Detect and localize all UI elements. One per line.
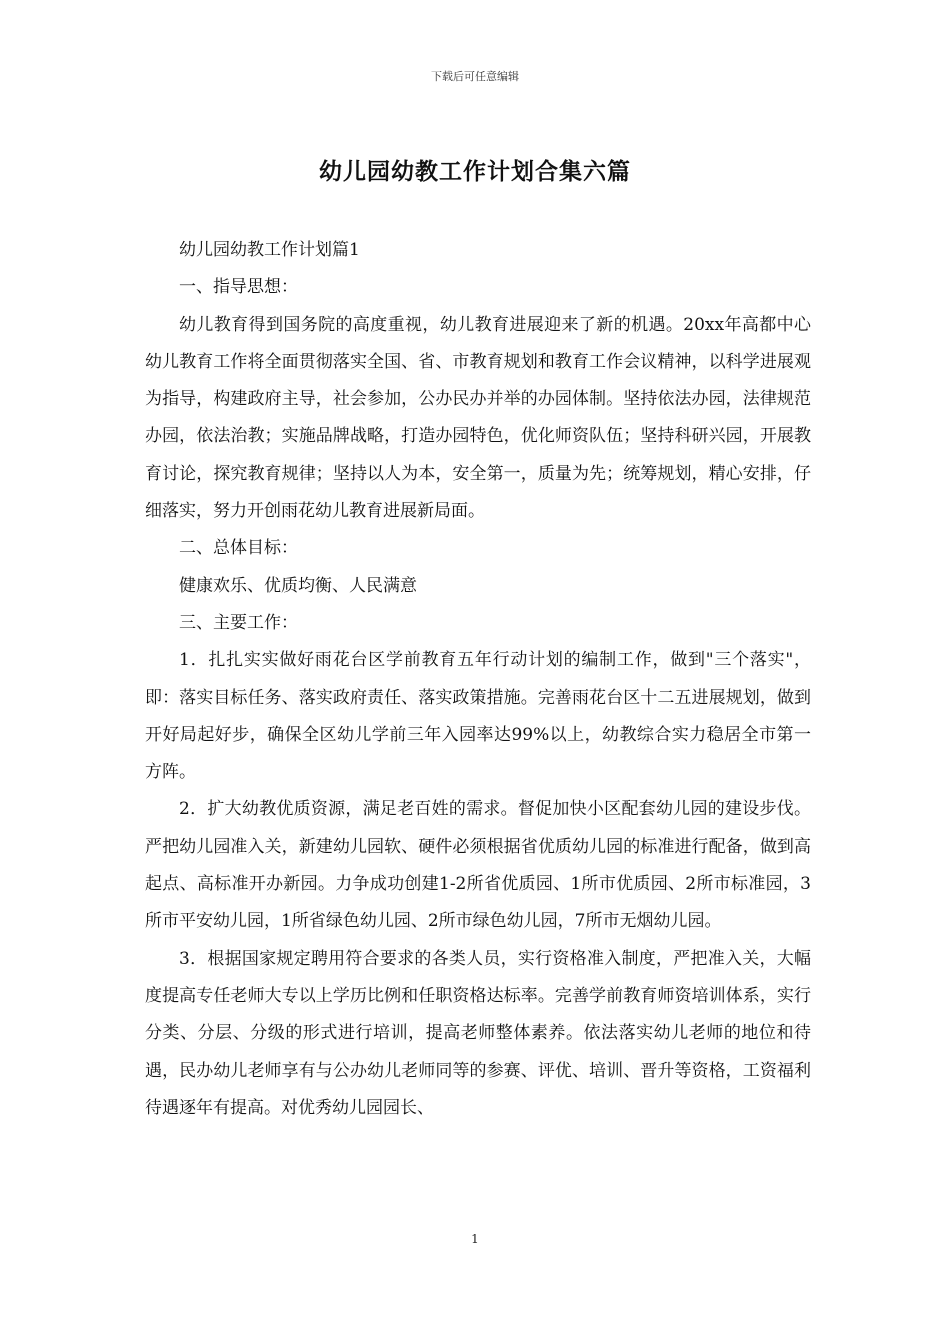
paragraph: 健康欢乐、优质均衡、人民满意 [179,575,417,596]
document-body [145,232,811,1127]
paragraph: 3．根据国家规定聘用符合要求的各类人员，实行资格准入制度，严把准入关，大幅度提高专任老师大专以上学历比例和任职资格达标率。完善学前教育师资培训体系，实行分类、分层、分级的形式进行培训，提高老师整体素养。依法落实幼儿老师的地位和待遇，民办幼儿老师享有与公办幼儿老师同等的参赛、评优、培训、晋升等资格，工资福利待遇逐年有提高。对优秀幼儿园园长、 [145,948,811,1118]
document-title: 幼儿园幼教工作计划合集六篇 [319,158,631,185]
header-note: 下载后可任意编辑 [431,70,519,83]
paragraph: 1．扎扎实实做好雨花台区学前教育五年行动计划的编制工作，做到"三个落实"，即：落实目标任务、落实政府责任、落实政策措施。完善雨花台区十二五进展规划，做到开好局起好步，确保全区幼儿学前三年入园率达99%以上，幼教综合实力稳居全市第一方阵。 [145,650,811,783]
section-heading: 幼儿园幼教工作计划篇1 [179,240,360,260]
paragraph: 幼儿教育得到国务院的高度重视，幼儿教育进展迎来了新的机遇。20xx年高都中心幼儿教育工作将全面贯彻落实全国、省、市教育规划和教育工作会议精神，以科学进展观为指导，构建政府主导，社会参加，公办民办并举的办园体制。坚持依法办园，法律规范办园，依法治教；实施品牌战略，打造办园特色，优化师资队伍；坚持科研兴园，开展教育讨论，探究教育规律；坚持以人为本，安全第一，质量为先；统筹规划，精心安排，仔细落实，努力开创雨花幼儿教育进展新局面。 [145,314,811,522]
paragraph: 2．扩大幼教优质资源，满足老百姓的需求。督促加快小区配套幼儿园的建设步伐。严把幼儿园准入关，新建幼儿园软、硬件必须根据省优质幼儿园的标准进行配备，做到高起点、高标准开办新园。力争成功创建1-2所省优质园、1所市优质园、2所市标准园，3所市平安幼儿园，1所省绿色幼儿园、2所市绿色幼儿园，7所市无烟幼儿园。 [145,799,811,932]
subheading: 三、主要工作： [179,612,298,633]
subheading: 二、总体目标： [179,538,298,559]
page-number: 1 [471,1232,479,1246]
subheading: 一、指导思想： [179,277,298,298]
